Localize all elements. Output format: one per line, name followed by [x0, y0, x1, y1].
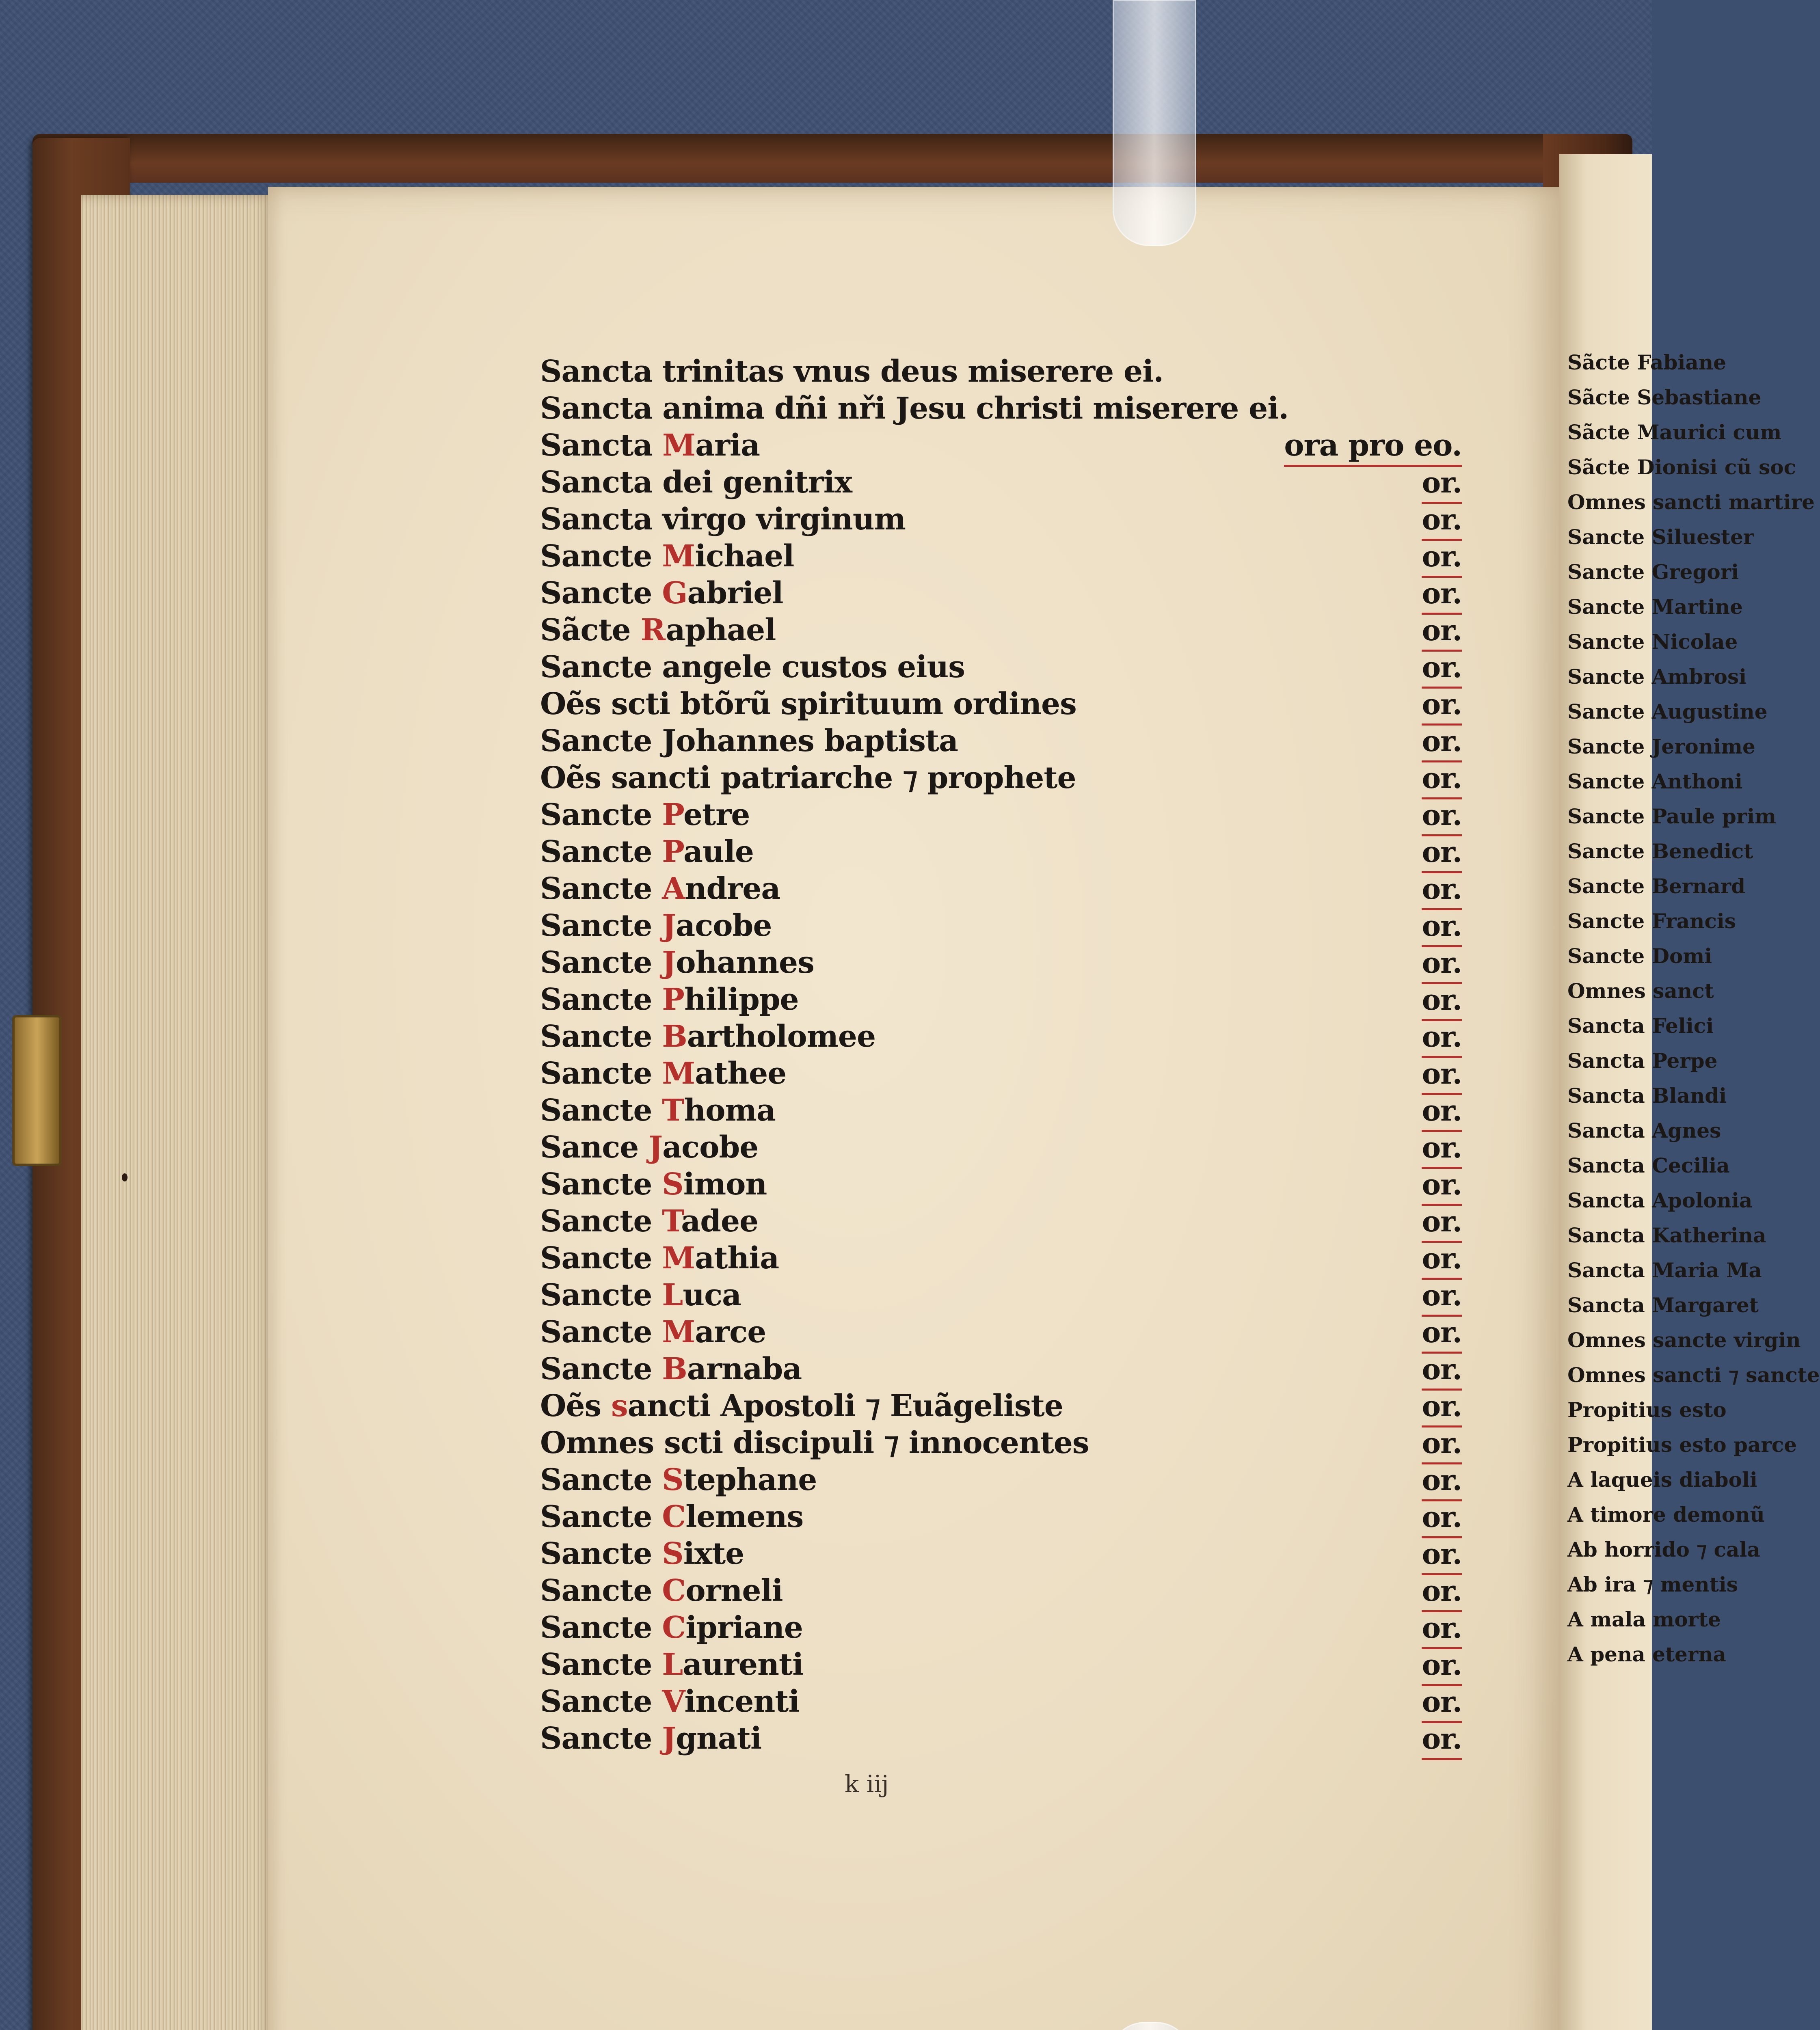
response-text: or.: [1422, 1055, 1462, 1095]
litany-line: [540, 981, 1494, 1018]
response-text: or.: [1422, 1166, 1462, 1206]
right-page-line: Sãcte Fabiane: [1567, 350, 1726, 374]
right-page-line: Sancta Perpe: [1567, 1049, 1718, 1073]
right-page-column: [1567, 345, 1820, 1672]
invocation-text: Omnes scti discipuli ⁊ innocentes: [540, 1425, 1089, 1460]
right-page-line: Sancta Maria Ma: [1567, 1258, 1762, 1282]
invocation-text: Sancte Clemens: [540, 1499, 804, 1534]
litany-line: [540, 1055, 1494, 1092]
litany-line: [540, 760, 1494, 797]
response-text: or.: [1422, 1203, 1462, 1243]
right-page-line: Sancta Apolonia: [1567, 1188, 1753, 1212]
litany-line: [540, 686, 1494, 723]
right-page-line: A laqueis diaboli: [1567, 1468, 1757, 1492]
right-page-line: Sancte Martine: [1567, 595, 1743, 619]
response-text: or.: [1422, 1425, 1462, 1464]
litany-line: [540, 1018, 1494, 1055]
response-text: or.: [1422, 686, 1462, 726]
litany-line: [540, 1092, 1494, 1129]
right-page-line: A timore demonũ: [1567, 1503, 1765, 1527]
invocation-text: Sancte Michael: [540, 539, 794, 574]
litany-line: [540, 723, 1494, 760]
right-page-line: Propitius esto: [1567, 1398, 1727, 1422]
right-page-line: Omnes sancte virgin: [1567, 1328, 1801, 1352]
response-text: or.: [1422, 501, 1462, 541]
book-clasp: [12, 1015, 62, 1166]
response-text: or.: [1422, 1572, 1462, 1612]
invocation-text: Sãcte Raphael: [540, 613, 776, 648]
invocation-text: Oẽs scti btõrũ spirituum ordines: [540, 687, 1076, 721]
invocation-text: Sancta Maria: [540, 428, 760, 463]
book-cover-top: [32, 134, 1559, 183]
response-text: or.: [1422, 1609, 1462, 1649]
litany-line: [540, 612, 1494, 649]
invocation-text: Oẽs sancti patriarche ⁊ prophete: [540, 760, 1076, 795]
right-page-line: Omnes sancti martire: [1567, 490, 1815, 514]
invocation-text: Sancte Laurenti: [540, 1647, 804, 1682]
invocation-text: Sance Jacobe: [540, 1130, 759, 1165]
right-page-line: Sancta Cecilia: [1567, 1153, 1730, 1177]
response-text: or.: [1422, 1314, 1462, 1354]
litany-line: [540, 390, 1494, 427]
invocation-text: Sancte Johannes: [540, 945, 814, 980]
response-text: or.: [1422, 538, 1462, 578]
response-text: or.: [1422, 575, 1462, 615]
litany-line: [540, 1277, 1494, 1314]
litany-line: [540, 1166, 1494, 1203]
invocation-text: Sancta anima dñi nři Jesu christi miserere ei.: [540, 391, 1289, 426]
litany-line: [540, 464, 1494, 501]
right-page-line: Sancta Blandi: [1567, 1084, 1727, 1108]
response-text: or.: [1422, 1388, 1462, 1427]
invocation-text: Sancta dei genitrix: [540, 465, 852, 500]
invocation-text: Sancte Marce: [540, 1315, 766, 1350]
right-page-line: Sancte Benedict: [1567, 839, 1753, 863]
right-page-line: Ab horrido ⁊ cala: [1567, 1538, 1760, 1561]
response-text: or.: [1422, 1683, 1462, 1723]
response-text: or.: [1422, 1018, 1462, 1058]
litany-line: [540, 1646, 1494, 1683]
right-page-line: Sancte Nicolae: [1567, 630, 1738, 654]
litany-line: [540, 1572, 1494, 1609]
response-text: or.: [1422, 1535, 1462, 1575]
invocation-text: Sancte Stephane: [540, 1462, 817, 1497]
right-page-line: Omnes sancti ⁊ sancte: [1567, 1363, 1820, 1387]
right-page-line: Sancte Augustine: [1567, 700, 1768, 723]
right-page-line: Sancta Felici: [1567, 1014, 1714, 1038]
invocation-text: Sancte Mathia: [540, 1241, 779, 1276]
invocation-text: Oẽs sancti Apostoli ⁊ Euãgeliste: [540, 1389, 1063, 1423]
page-holder-top: [1113, 0, 1196, 246]
invocation-text: Sancte Bartholomee: [540, 1019, 876, 1054]
litany-line: [540, 1314, 1494, 1351]
litany-line: [540, 834, 1494, 870]
litany-line: [540, 1240, 1494, 1277]
invocation-text: Sancte Petre: [540, 797, 750, 832]
response-text: or.: [1422, 1646, 1462, 1686]
litany-line: [540, 1609, 1494, 1646]
litany-line: [540, 1129, 1494, 1166]
invocation-text: Sancte Vincenti: [540, 1684, 800, 1719]
litany-line: [540, 1535, 1494, 1572]
response-text: or.: [1422, 464, 1462, 504]
litany-line: [540, 944, 1494, 981]
response-text: or.: [1422, 944, 1462, 984]
invocation-text: Sancte Andrea: [540, 871, 780, 906]
page-edges: [81, 195, 276, 2030]
litany-line: [540, 797, 1494, 834]
litany-line: [540, 870, 1494, 907]
response-text: or.: [1422, 907, 1462, 947]
litany-line: [540, 1499, 1494, 1535]
right-page-line: A mala morte: [1567, 1607, 1721, 1631]
right-page-line: Sancte Siluester: [1567, 525, 1754, 549]
right-page-line: Sancte Jeronime: [1567, 734, 1755, 758]
right-page-line: Omnes sanct: [1567, 979, 1714, 1003]
right-page-line: Ab ira ⁊ mentis: [1567, 1572, 1738, 1596]
invocation-text: Sancte Jgnati: [540, 1721, 762, 1756]
invocation-text: Sancte Johannes baptista: [540, 723, 958, 758]
folio-signature: k iij: [845, 1770, 889, 1798]
speck: [122, 1173, 128, 1181]
litany-line: [540, 907, 1494, 944]
invocation-text: Sancte Barnaba: [540, 1352, 802, 1386]
right-page-line: Propitius esto parce: [1567, 1433, 1797, 1457]
invocation-text: Sancte Jacobe: [540, 908, 772, 943]
response-text: or.: [1422, 760, 1462, 799]
response-text: or.: [1422, 1499, 1462, 1538]
right-page-line: Sancta Agnes: [1567, 1119, 1721, 1142]
litany-line: [540, 575, 1494, 612]
invocation-text: Sancte Philippe: [540, 982, 799, 1017]
invocation-text: Sancte angele custos eius: [540, 650, 965, 685]
invocation-text: Sancte Thoma: [540, 1093, 776, 1128]
response-text: or.: [1422, 723, 1462, 762]
invocation-text: Sancte Cipriane: [540, 1610, 803, 1645]
right-page-line: Sãcte Sebastiane: [1567, 385, 1762, 409]
litany-line: [540, 427, 1494, 464]
response-text: or.: [1422, 870, 1462, 910]
response-text: or.: [1422, 797, 1462, 836]
right-page-line: Sancte Domi: [1567, 944, 1712, 968]
invocation-text: Sancte Luca: [540, 1278, 741, 1313]
response-text: or.: [1422, 834, 1462, 873]
litany-line: [540, 1425, 1494, 1462]
litany-line: [540, 501, 1494, 538]
response-text: ora pro eo.: [1284, 427, 1462, 467]
right-page-line: Sancte Anthoni: [1567, 769, 1742, 793]
litany-line: [540, 538, 1494, 575]
litany-column: [540, 353, 1494, 1757]
response-text: or.: [1422, 1092, 1462, 1132]
litany-line: [540, 353, 1494, 390]
right-page-line: Sancte Gregori: [1567, 560, 1739, 584]
response-text: or.: [1422, 1277, 1462, 1317]
response-text: or.: [1422, 612, 1462, 652]
litany-line: [540, 1683, 1494, 1720]
litany-line: [540, 1203, 1494, 1240]
invocation-text: Sancta trinitas vnus deus miserere ei.: [540, 354, 1163, 389]
right-page-line: Sancte Bernard: [1567, 874, 1746, 898]
litany-line: [540, 1388, 1494, 1425]
right-page-line: Sancte Paule prim: [1567, 804, 1777, 828]
invocation-text: Sancte Tadee: [540, 1204, 759, 1239]
right-page-line: A pena eterna: [1567, 1642, 1726, 1666]
invocation-text: Sancta virgo virginum: [540, 502, 906, 537]
right-page-line: Sãcte Maurici cum: [1567, 420, 1782, 444]
litany-line: [540, 1462, 1494, 1499]
invocation-text: Sancte Gabriel: [540, 576, 783, 611]
litany-line: [540, 1351, 1494, 1388]
response-text: or.: [1422, 649, 1462, 689]
response-text: or.: [1422, 981, 1462, 1021]
invocation-text: Sancte Paule: [540, 834, 754, 869]
right-page-line: Sancta Margaret: [1567, 1293, 1759, 1317]
litany-line: [540, 1720, 1494, 1757]
invocation-text: Sancte Corneli: [540, 1573, 783, 1608]
litany-line: [540, 649, 1494, 686]
right-page-line: Sancta Katherina: [1567, 1223, 1766, 1247]
response-text: or.: [1422, 1129, 1462, 1169]
invocation-text: Sancte Simon: [540, 1167, 767, 1202]
right-page-line: Sancte Francis: [1567, 909, 1736, 933]
right-page-line: Sancte Ambrosi: [1567, 665, 1747, 689]
invocation-text: Sancte Sixte: [540, 1536, 744, 1571]
response-text: or.: [1422, 1462, 1462, 1501]
invocation-text: Sancte Mathee: [540, 1056, 787, 1091]
right-page-line: Sãcte Dionisi cũ soc: [1567, 455, 1796, 479]
response-text: or.: [1422, 1720, 1462, 1760]
response-text: or.: [1422, 1240, 1462, 1280]
response-text: or.: [1422, 1351, 1462, 1391]
